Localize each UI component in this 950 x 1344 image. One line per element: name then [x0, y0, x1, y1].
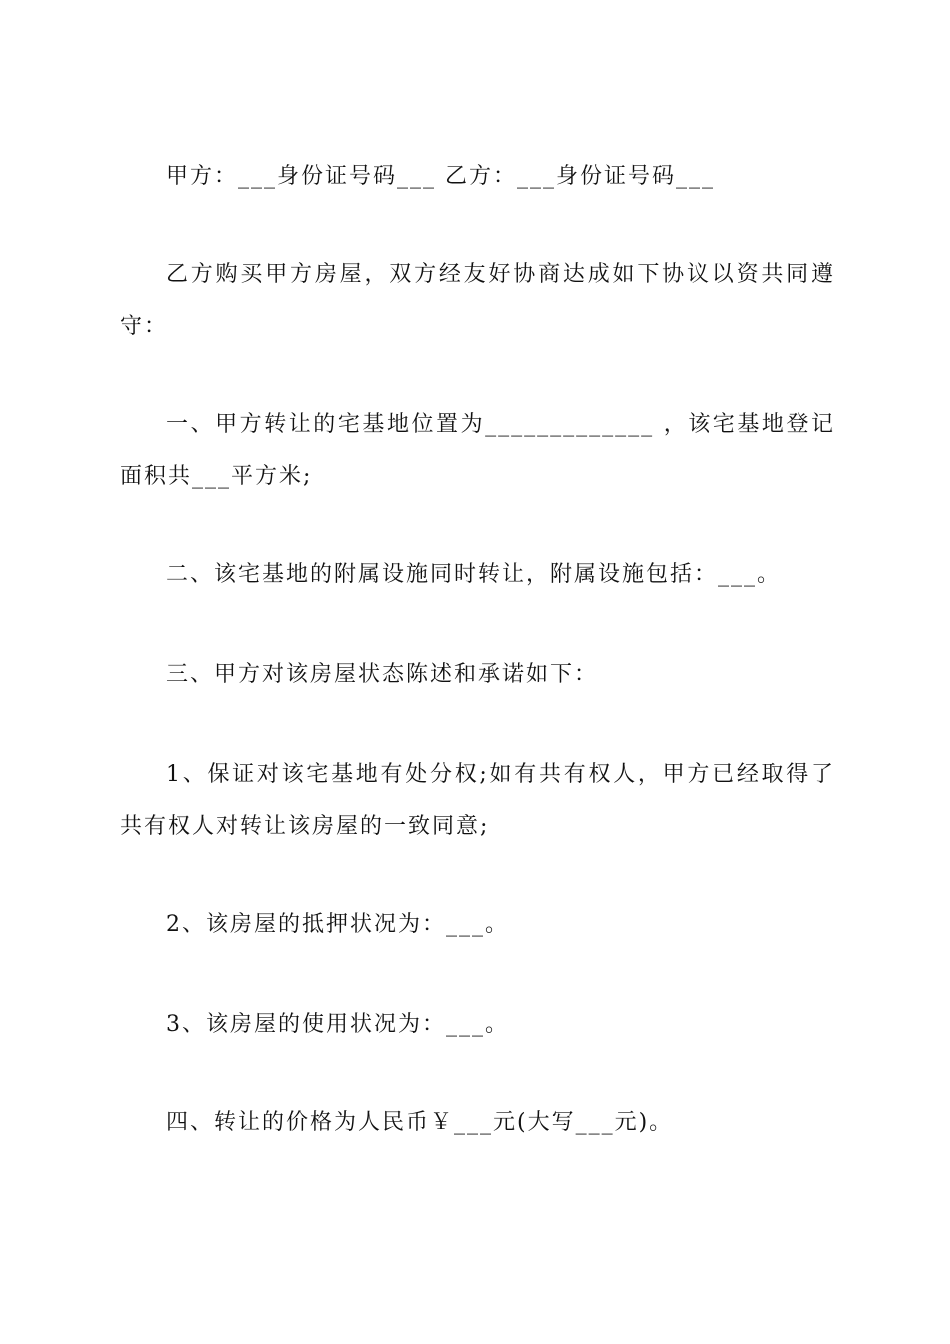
- clause-3: 三、甲方对该房屋状态陈述和承诺如下：: [166, 662, 599, 687]
- parties-line: 甲方：___身份证号码___ 乙方：___身份证号码___: [166, 164, 715, 189]
- item-3: 3、该房屋的使用状况为：___。: [166, 1012, 509, 1037]
- item-1-line-1: 1、保证对该宅基地有处分权;如有共有权人，甲方已经取得了: [166, 762, 835, 787]
- clause-4: 四、转让的价格为人民币￥___元(大写___元)。: [166, 1110, 674, 1135]
- clause-2: 二、该宅基地的附属设施同时转让，附属设施包括：___。: [166, 562, 782, 587]
- clause-1-line-2: 面积共___平方米;: [120, 464, 313, 489]
- intro-line-1: 乙方购买甲方房屋，双方经友好协商达成如下协议以资共同遵: [166, 262, 835, 287]
- intro-line-2: 守：: [120, 314, 169, 339]
- item-1-line-2: 共有权人对转让该房屋的一致同意;: [120, 814, 490, 839]
- item-2: 2、该房屋的抵押状况为：___。: [166, 912, 509, 937]
- clause-1-line-1: 一、甲方转让的宅基地位置为_____________ ，该宅基地登记: [166, 412, 835, 437]
